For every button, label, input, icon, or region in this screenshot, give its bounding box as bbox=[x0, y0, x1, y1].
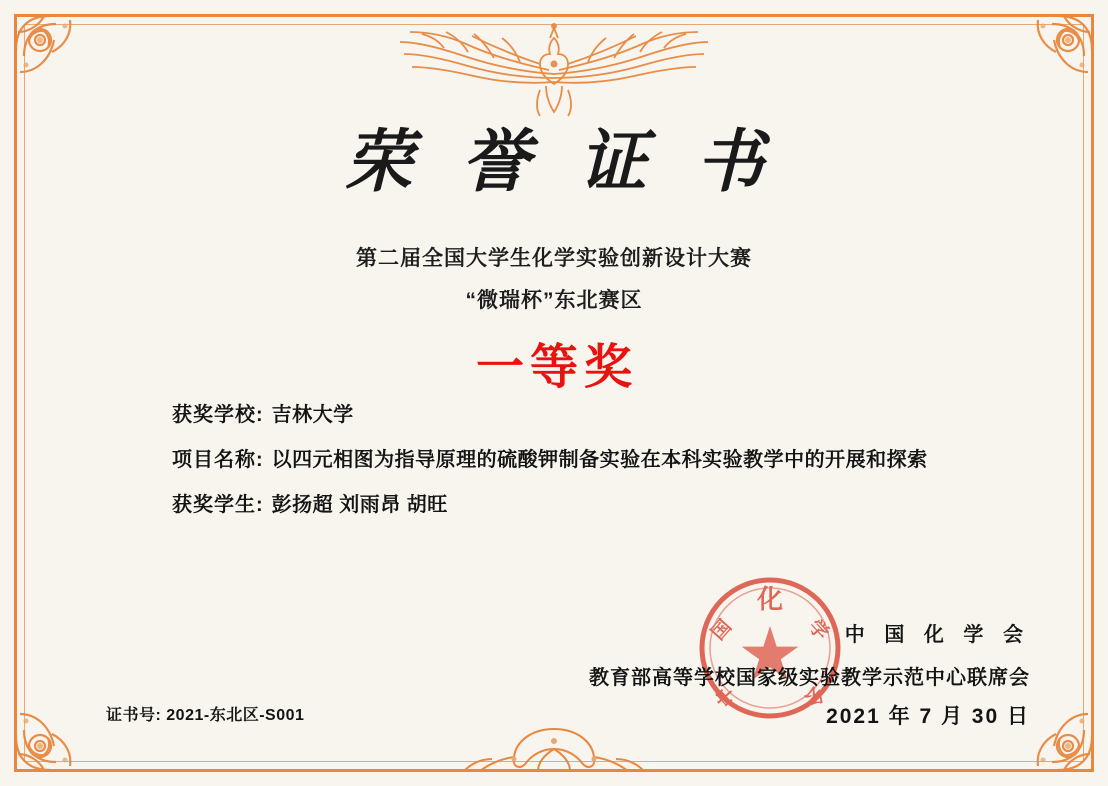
svg-text:学: 学 bbox=[803, 616, 833, 645]
competition-name: 第二届全国大学生化学实验创新设计大赛 bbox=[356, 247, 752, 270]
school-value: 吉林大学 bbox=[271, 404, 354, 426]
students-label: 获奖学生: bbox=[172, 494, 264, 516]
svg-text:化: 化 bbox=[756, 585, 784, 614]
svg-text:国: 国 bbox=[707, 616, 737, 645]
award-level: 一等奖 bbox=[475, 341, 638, 394]
field-row-school bbox=[172, 398, 1028, 427]
field-row-project bbox=[172, 443, 1028, 472]
students-value: 彭扬超 刘雨昂 胡旺 bbox=[271, 494, 448, 516]
issuing-organization: 中 国 化 学 会 bbox=[844, 624, 1030, 646]
school-label: 获奖学校: bbox=[172, 404, 264, 426]
co-issuing-organization: 教育部高等学校国家级实验教学示范中心联席会 bbox=[589, 667, 1030, 689]
svg-text:中: 中 bbox=[711, 681, 741, 710]
svg-text:会: 会 bbox=[799, 681, 829, 710]
field-row-students bbox=[172, 488, 1028, 517]
issue-date: 2021 年 7 月 30 日 bbox=[826, 705, 1030, 728]
award-details bbox=[172, 398, 1028, 533]
page-title: 荣 誉 证 书 bbox=[344, 124, 780, 200]
project-value: 以四元相图为指导原理的硫酸钾制备实验在本科实验教学中的开展和探索 bbox=[271, 449, 928, 471]
signature-block bbox=[589, 618, 1030, 690]
competition-region: “微瑞杯”东北赛区 bbox=[465, 289, 643, 312]
certificate-number: 证书号: 2021-东北区-S001 bbox=[106, 707, 305, 724]
project-label: 项目名称: bbox=[172, 449, 264, 471]
